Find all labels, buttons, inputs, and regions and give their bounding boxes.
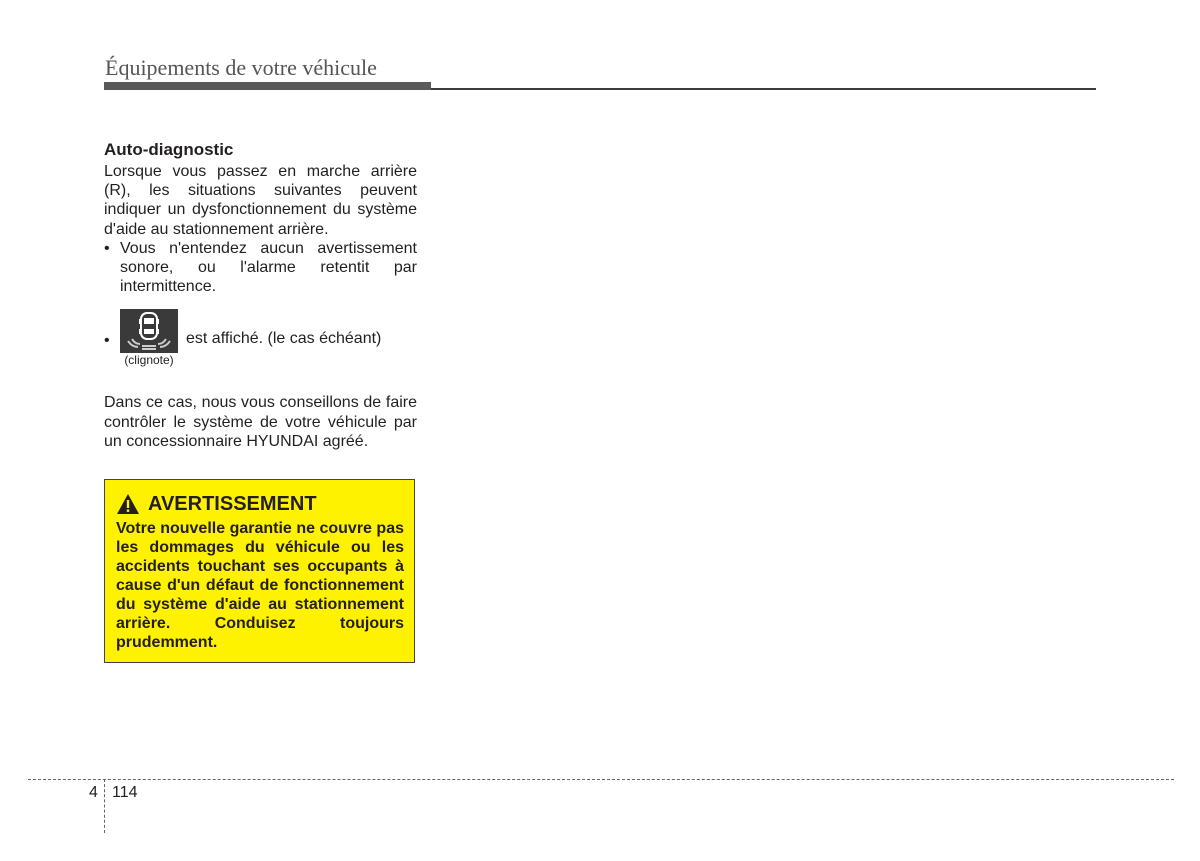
warning-title: AVERTISSEMENT (148, 493, 317, 515)
content-column (104, 139, 417, 451)
list-item (104, 239, 417, 297)
section-heading: Auto-diagnostic (104, 140, 234, 159)
bullet-icon: • (104, 332, 110, 350)
page-header-title: Équipements de votre véhicule (105, 55, 377, 80)
footer-divider (104, 779, 105, 833)
parking-indicator (120, 309, 178, 367)
warning-box (104, 479, 415, 663)
icon-list-item (104, 309, 417, 367)
icon-caption: (clignote) (124, 353, 174, 368)
header-rule-thin (431, 88, 1096, 90)
intro-paragraph: Lorsque vous passez en marche arrière (R), les situations suivantes peuvent indiquer un dysfonctionnement du système d'aide au stationnement arrière. (104, 163, 417, 238)
warning-body: Votre nouvelle garantie ne couvre pas les dommages du véhicule ou les accidents touchant ses occupants à cause d'un défaut de fonctionnement du système d'aide au stationnement arrière. Conduisez toujours prudemment. (116, 520, 404, 651)
bullet-text: Vous n'entendez aucun avertissement sonore, ou l'alarme retentit par intermittence. (120, 239, 417, 296)
icon-bullet-text: est affiché. (le cas échéant) (186, 330, 382, 348)
warning-title-row (116, 492, 404, 516)
page-number: 114 (112, 784, 138, 801)
chapter-number: 4 (89, 784, 98, 801)
parking-sensor-warning-icon (120, 309, 178, 353)
bullet-icon: • (104, 239, 110, 257)
header-rule-thick (104, 82, 431, 90)
footer-rule (28, 779, 1174, 780)
warning-triangle-icon (116, 493, 140, 515)
outro-paragraph: Dans ce cas, nous vous conseillons de faire contrôler le système de votre véhicule par un concessionnaire HYUNDAI agréé. (104, 394, 417, 450)
